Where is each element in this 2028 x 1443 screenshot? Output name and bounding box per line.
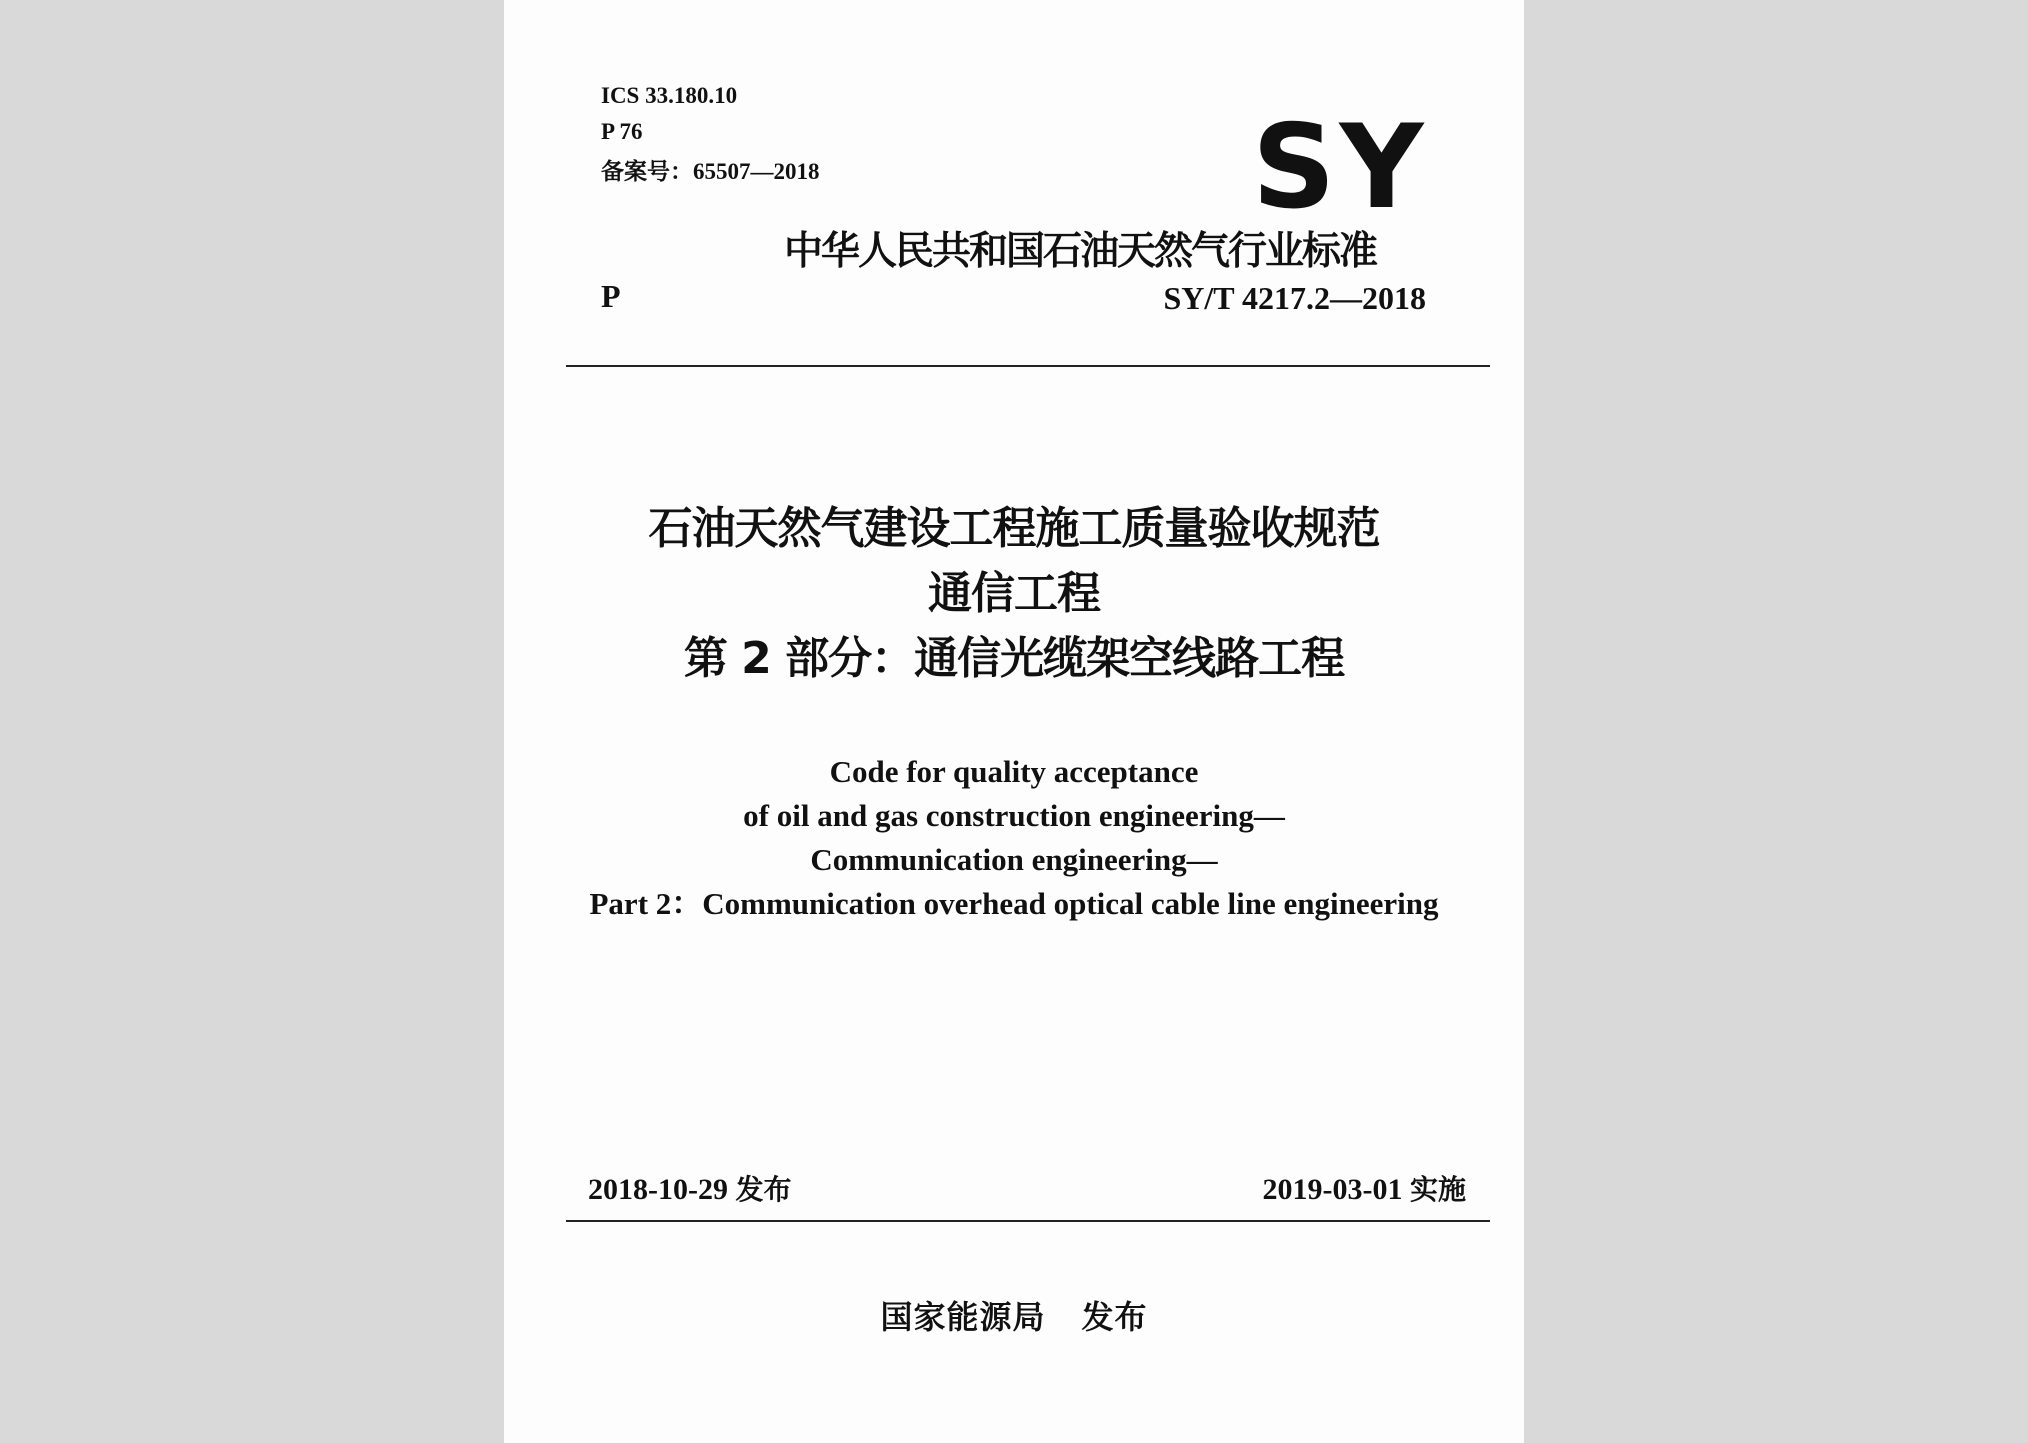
document-page <box>504 0 1524 1443</box>
english-title-line-2: of oil and gas construction engineering— <box>743 798 1285 833</box>
record-number: 备案号：65507—2018 <box>601 159 820 184</box>
issue-date <box>588 1168 792 1208</box>
issue-date-label: 发布 <box>735 1173 792 1206</box>
category-letter: P <box>601 278 621 314</box>
english-title-line-1: Code for quality acceptance <box>829 754 1199 789</box>
english-title-line-3: Communication engineering— <box>810 842 1218 877</box>
implementation-date-label: 实施 <box>1409 1173 1466 1206</box>
standard-code: SY/T 4217.2—2018 <box>1163 280 1426 316</box>
chinese-title-line-3: 第 2 部分：通信光缆架空线路工程 <box>683 633 1345 684</box>
sy-logo: SY <box>1252 100 1428 235</box>
english-title-line-4: Part 2：Communication overhead optical cable line engineering <box>589 886 1439 921</box>
issuing-organization: 中华人民共和国石油天然气行业标准 <box>784 229 1377 274</box>
implementation-date <box>1263 1168 1467 1208</box>
chinese-title-line-1: 石油天然气建设工程施工质量验收规范 <box>648 503 1380 554</box>
publisher-label: 发布 <box>1081 1298 1148 1336</box>
publisher-name: 国家能源局 <box>880 1298 1046 1336</box>
footer-divider <box>566 1220 1490 1222</box>
header-divider <box>566 365 1490 367</box>
classification-code: P 76 <box>601 119 643 144</box>
publisher-line <box>504 1292 1524 1338</box>
issue-date-value: 2018-10-29 <box>588 1173 728 1206</box>
implementation-date-value: 2019-03-01 <box>1262 1173 1403 1206</box>
ics-number: ICS 33.180.10 <box>601 83 738 108</box>
chinese-title-line-2: 通信工程 <box>928 568 1100 619</box>
